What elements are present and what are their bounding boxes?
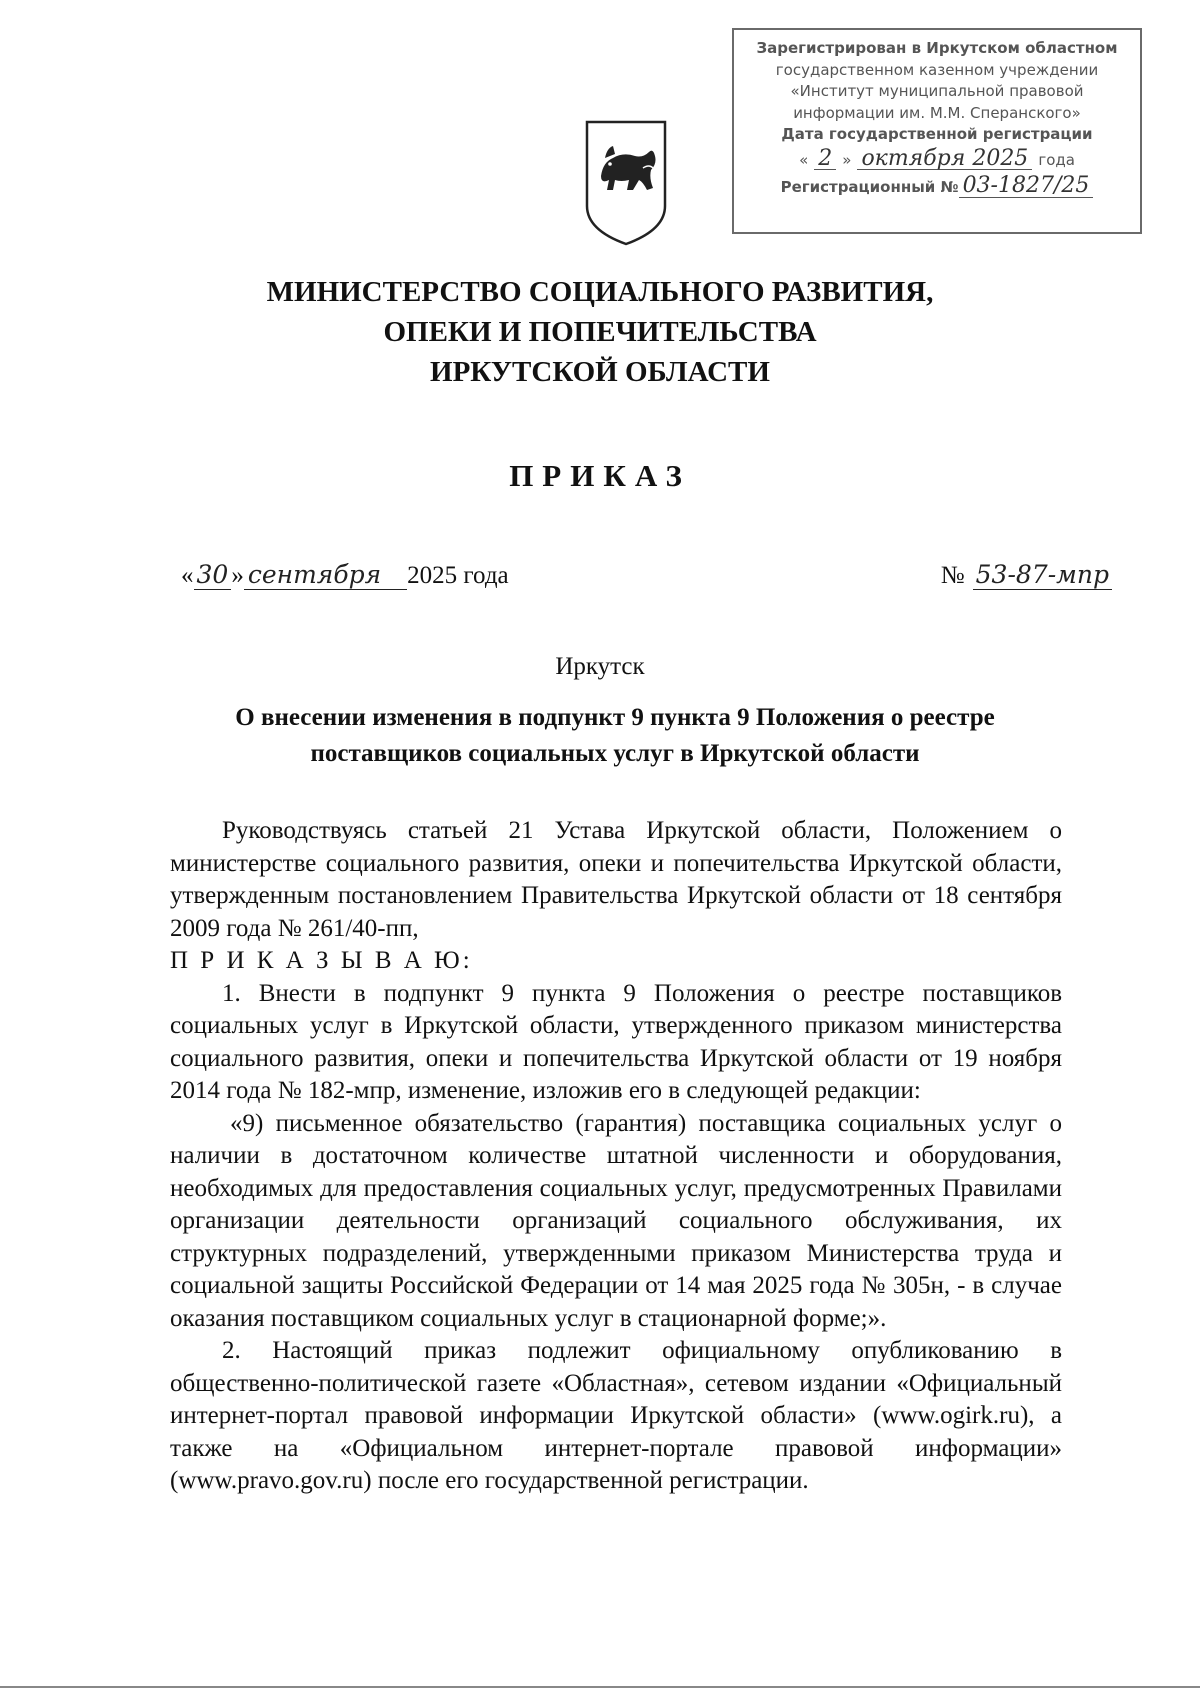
ministry-line-1: МИНИСТЕРСТВО СОЦИАЛЬНОГО РАЗВИТИЯ, <box>266 276 934 308</box>
stamp-line-2: государственном казенном учреждении <box>775 60 1099 79</box>
stamp-date-open: « <box>799 150 809 169</box>
stamp-date-day: 2 <box>814 148 836 171</box>
quote-paragraph: «9) письменное обязательство (гарантия) поставщика социальных услуг о наличии в достаточном количестве штатной численности и оборудования, необходимых для предоставления социальных услуг, предусмотренных Правилами организации деятельности организаций социального обслуживания, их структурных подразделений, утвержденными приказом Министерства труда и социальной защиты Российской Федерации от 14 мая 2025 года № 305н, - в случае оказания поставщиком социальных услуг в стационарной форме;». <box>170 1109 1062 1332</box>
date-month: сентября <box>244 560 407 590</box>
ministry-line-2: ОПЕКИ И ПОПЕЧИТЕЛЬСТВА <box>383 316 817 348</box>
order-title: ПРИКАЗ <box>509 458 691 493</box>
stamp-reg-row <box>740 175 1134 199</box>
stamp-line-5: Дата государственной регистрации <box>781 125 1093 143</box>
order-date <box>181 560 509 590</box>
item-2-paragraph: 2. Настоящий приказ подлежит официальному опубликованию в общественно-политической газете «Областная», сетевом издании «Официальный интернет-портал правовой информации Иркутской области» (www.ogirk.ru), а также на «Официальном интернет-портале правовой информации» (www.pravo.gov.ru) после его государственной регистрации. <box>170 1337 1062 1494</box>
city: Иркутск <box>555 653 645 680</box>
preamble-paragraph: Руководствуясь статьей 21 Устава Иркутской области, Положением о министерстве социального развития, опеки и попечительства Иркутской области, утвержденным постановлением Правительства Иркутской области от 18 сентября 2009 года № 261/40-пп, <box>170 817 1062 942</box>
registration-stamp <box>732 28 1142 234</box>
date-day: 30 <box>194 560 232 590</box>
page-bottom-rule <box>0 1686 1200 1688</box>
stamp-date-mid: » <box>842 150 852 169</box>
order-number <box>941 560 1112 590</box>
ministry-header <box>0 272 1200 392</box>
date-year: 2025 года <box>407 562 509 589</box>
stamp-reg-number: 03-1827/25 <box>959 175 1094 198</box>
ministry-line-3: ИРКУТСКОЙ ОБЛАСТИ <box>430 356 770 388</box>
order-subject <box>170 700 1060 772</box>
stamp-line-4: информации им. М.М. Сперанского» <box>793 103 1081 122</box>
date-quote-open: « <box>181 562 194 589</box>
stamp-line-1: Зарегистрирован в Иркутском областном <box>756 39 1118 57</box>
date-quote-close: » <box>231 562 244 589</box>
number-value: 53-87-мпр <box>973 560 1112 590</box>
stamp-line-3: «Институт муниципальной правовой <box>790 82 1084 100</box>
order-body <box>170 815 1062 1498</box>
prikazyvayu-line: П Р И К А З Ы В А Ю: <box>170 947 473 974</box>
stamp-date-row <box>740 145 1134 172</box>
stamp-date-suffix: года <box>1038 150 1075 169</box>
subject-line-2: поставщиков социальных услуг в Иркутской области <box>310 740 920 767</box>
item-1-paragraph: 1. Внести в подпункт 9 пункта 9 Положения о реестре поставщиков социальных услуг в Иркутской области, утвержденного приказом министерства социального развития, опеки и попечительства Иркутской области от 19 ноября 2014 года № 182-мпр, изменение, изложив его в следующей редакции: <box>170 979 1062 1104</box>
number-label: № <box>940 562 965 589</box>
stamp-date-month-year: октября 2025 <box>857 148 1032 171</box>
stamp-reg-label: Регистрационный № <box>780 178 959 196</box>
coat-of-arms-icon <box>583 118 669 248</box>
subject-line-1: О внесении изменения в подпункт 9 пункта 9 Положения о реестре <box>235 704 995 731</box>
